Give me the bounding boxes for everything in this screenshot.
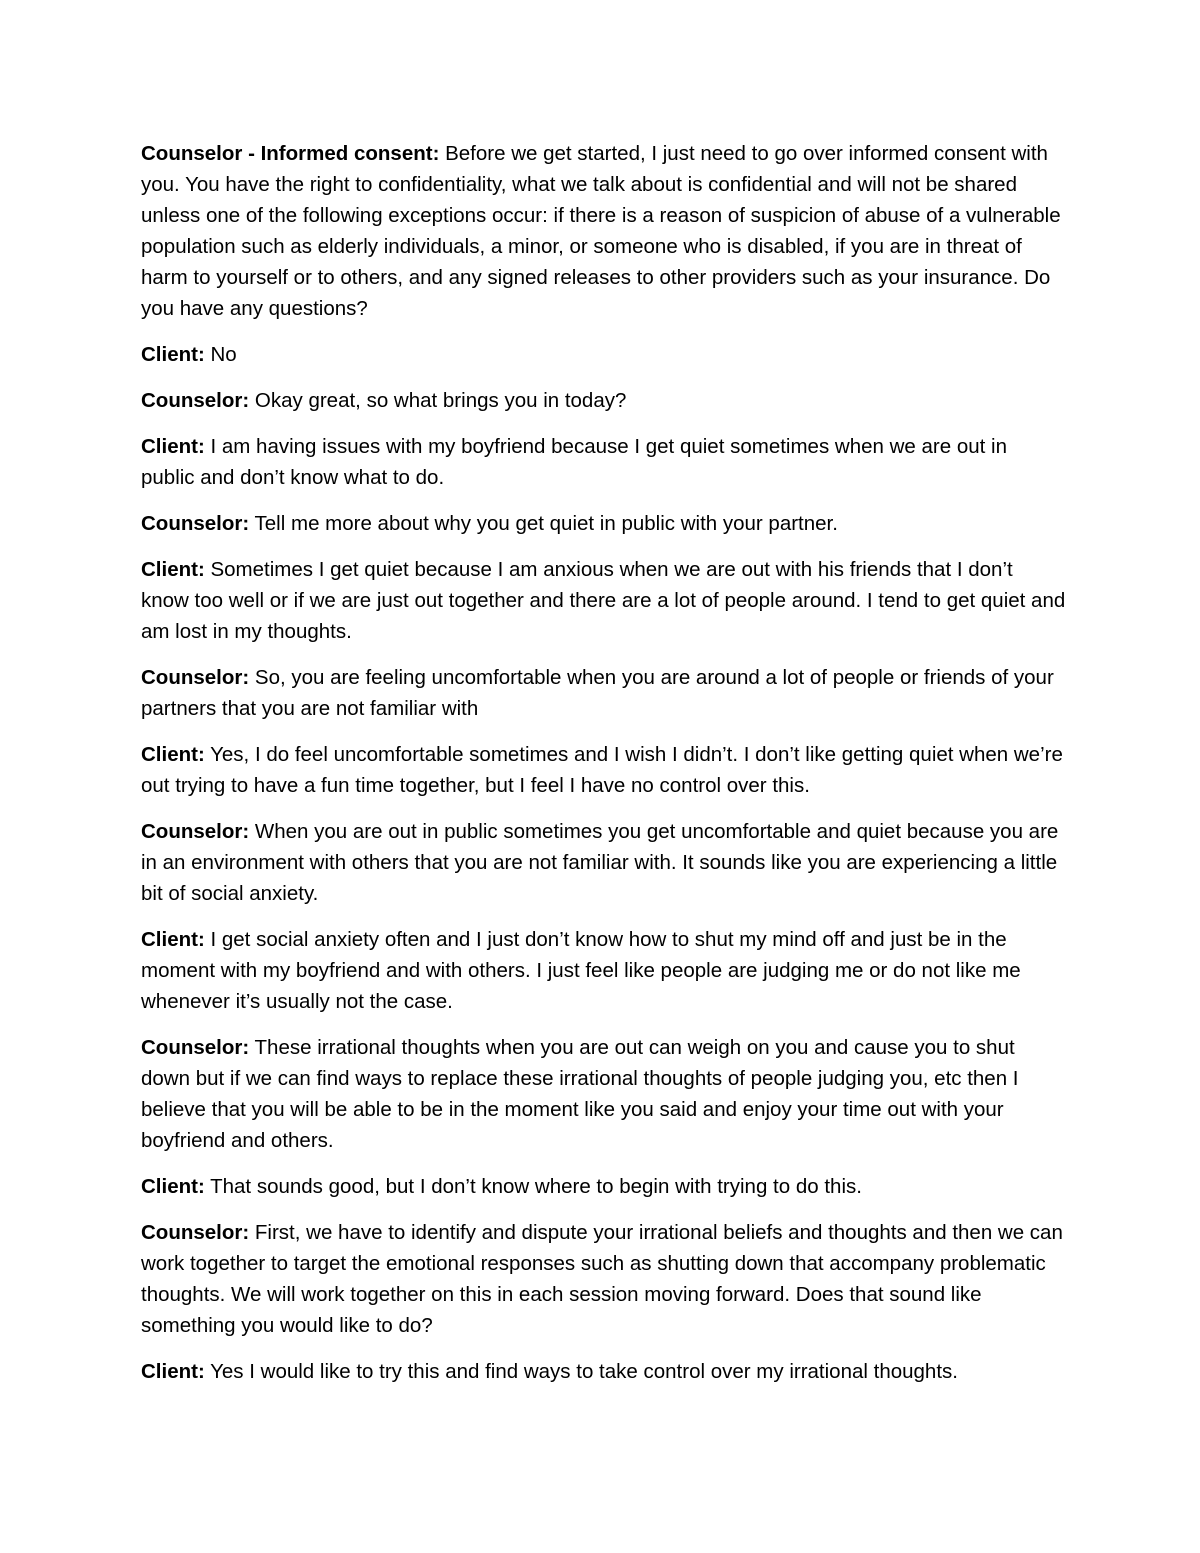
speaker-label: Client:: [141, 435, 205, 458]
entry-text: These irrational thoughts when you are out can weigh on you and cause you to shut down but if we can find ways to replace these irrational thoughts of people judging you, etc then I believe that you will be able to be in the moment like you said and enjoy your time out with your boyfriend and others.: [141, 1036, 1019, 1152]
transcript-entry: [141, 662, 1066, 724]
entry-text: Yes, I do feel uncomfortable sometimes and I wish I didn’t. I don’t like getting quiet when we’re out trying to have a fun time together, but I feel I have no control over this.: [141, 743, 1063, 797]
transcript-entry: [141, 1217, 1066, 1341]
transcript-entry: [141, 924, 1066, 1017]
speaker-label: Counselor:: [141, 820, 250, 843]
speaker-label: Client:: [141, 343, 205, 366]
transcript-entry: [141, 739, 1066, 801]
transcript-entry: [141, 1032, 1066, 1156]
transcript-entry: [141, 431, 1066, 493]
speaker-label: Client:: [141, 743, 205, 766]
transcript-entry: [141, 1171, 1066, 1202]
entry-text: Okay great, so what brings you in today?: [254, 389, 627, 412]
speaker-label: Counselor:: [141, 1036, 250, 1059]
speaker-label: Counselor - Informed consent:: [141, 142, 440, 165]
entry-text: Tell me more about why you get quiet in public with your partner.: [254, 512, 838, 535]
speaker-label: Client:: [141, 928, 205, 951]
entry-text: Before we get started, I just need to go over informed consent with you. You have the right to confidentiality, what we talk about is confidential and will not be shared unless one of the following exceptions occur: if there is a reason of suspicion of abuse of a vulnerable population such as elderly individuals, a minor, or someone who is disabled, if you are in threat of harm to yourself or to others, and any signed releases to other providers such as your insurance. Do you have any questions?: [141, 142, 1061, 320]
speaker-label: Counselor:: [141, 666, 250, 689]
entry-text: First, we have to identify and dispute your irrational beliefs and thoughts and then we can work together to target the emotional responses such as shutting down that accompany problematic thoughts. We will work together on this in each session moving forward. Does that sound like something you would like to do?: [141, 1221, 1063, 1337]
transcript-entry: [141, 1356, 1066, 1387]
transcript-entry: [141, 816, 1066, 909]
document-page: [141, 138, 1066, 1402]
entry-text: When you are out in public sometimes you get uncomfortable and quiet because you are in an environment with others that you are not familiar with. It sounds like you are experiencing a little bit of social anxiety.: [141, 820, 1059, 905]
entry-text: Sometimes I get quiet because I am anxious when we are out with his friends that I don’t know too well or if we are just out together and there are a lot of people around. I tend to get quiet and am lost in my thoughts.: [141, 558, 1066, 643]
entry-text: So, you are feeling uncomfortable when you are around a lot of people or friends of your partners that you are not familiar with: [141, 666, 1054, 720]
speaker-label: Client:: [141, 1175, 205, 1198]
speaker-label: Client:: [141, 558, 205, 581]
entry-text: No: [210, 343, 237, 366]
transcript-entry-informed-consent: [141, 138, 1066, 324]
entry-text: I get social anxiety often and I just don’t know how to shut my mind off and just be in the moment with my boyfriend and with others. I just feel like people are judging me or do not like me whenever it’s usually not the case.: [141, 928, 1021, 1013]
speaker-label: Counselor:: [141, 512, 250, 535]
entry-text: I am having issues with my boyfriend because I get quiet sometimes when we are out in public and don’t know what to do.: [141, 435, 1007, 489]
entry-text: Yes I would like to try this and find ways to take control over my irrational thoughts.: [210, 1360, 958, 1383]
transcript-entry: [141, 385, 1066, 416]
entry-text: That sounds good, but I don’t know where to begin with trying to do this.: [210, 1175, 862, 1198]
transcript-entry: [141, 339, 1066, 370]
speaker-label: Counselor:: [141, 1221, 250, 1244]
transcript-entry: [141, 554, 1066, 647]
transcript-entry: [141, 508, 1066, 539]
speaker-label: Counselor:: [141, 389, 250, 412]
speaker-label: Client:: [141, 1360, 205, 1383]
